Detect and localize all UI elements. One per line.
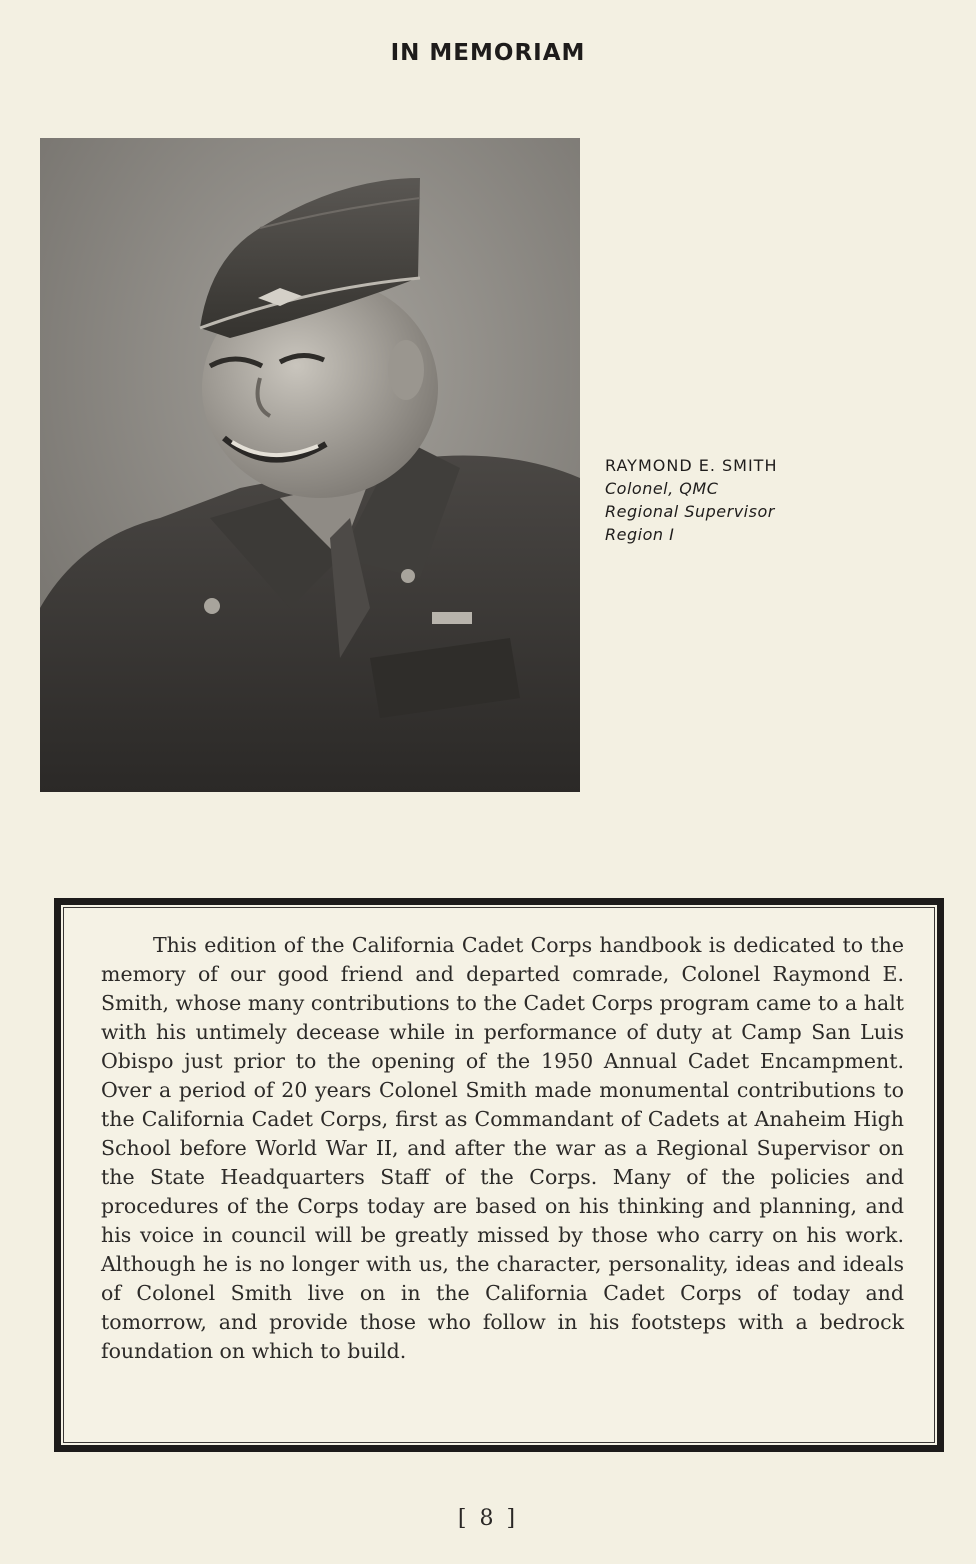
caption-region: Region I [605,525,675,544]
dedication-text: This edition of the California Cadet Corps handbook is dedicated to the memory of our good friend and departed comrade, Colonel Raymond E. Smith, whose many contributions to the Cadet Corps program came to a halt with his untimely decease while in performance of duty at Camp San Luis Obispo just prior to the opening of the 1950 Annual Cadet Encampment. Over a period of 20 years Colonel Smith made monumental contributions to the California Cadet Corps, first as Commandant of Cadets at Anaheim High School before World War II, and after the war as a Regional Supervisor on the State Headquarters Staff of the Corps. Many of the policies and procedures of the Corps today are based on his thinking and planning, and his voice in council will be greatly missed by those who carry on his work. Although he is no longer with us, the character, personality, ideas and ideals of Colonel Smith live on in the California Cadet Corps of today and tomorrow, and provide those who follow in his footsteps with a bedrock foundation on which to build. [101,933,904,1363]
page-number: [ 8 ] [457,1506,519,1531]
photo-caption [605,454,777,546]
page-heading: IN MEMORIAM [390,40,586,66]
caption-rank: Colonel, QMC [605,479,719,498]
portrait-illustration [40,138,580,792]
caption-name: RAYMOND E. SMITH [605,456,778,475]
portrait-photo [40,138,580,792]
dedication-frame [54,898,944,1452]
caption-position: Regional Supervisor [605,502,775,521]
